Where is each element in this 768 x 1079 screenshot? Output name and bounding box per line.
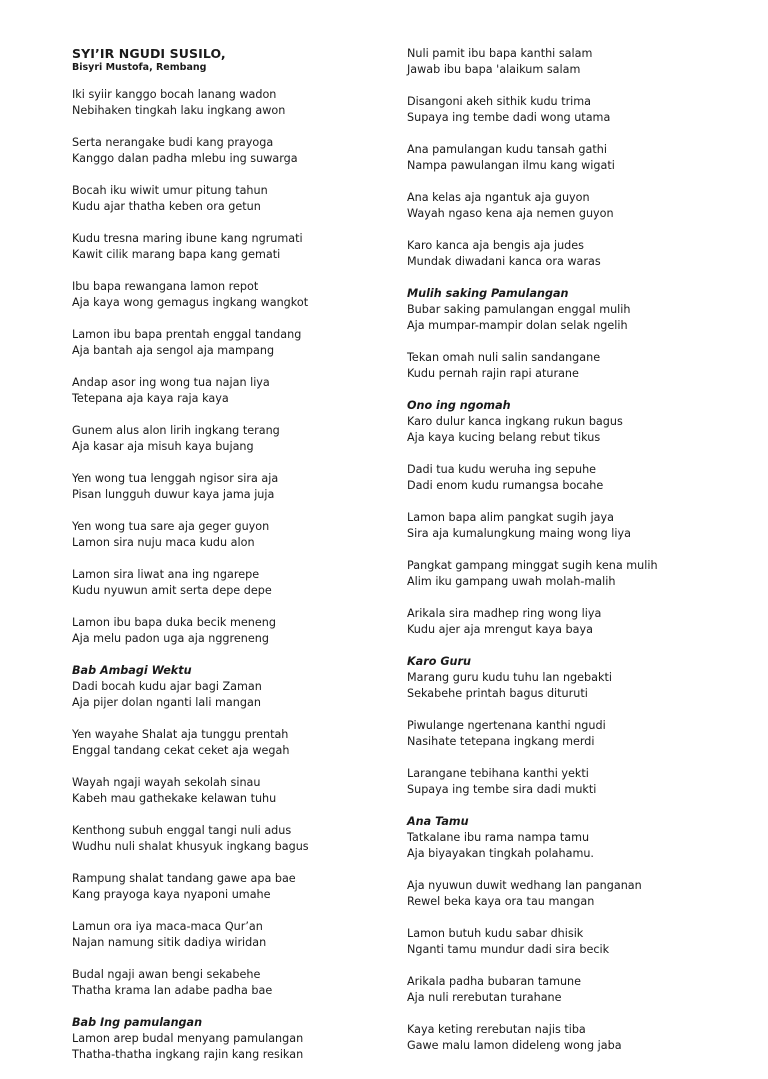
- verse-line: Kudu pernah rajin rapi aturane: [407, 367, 579, 380]
- stanza: [72, 231, 392, 263]
- verse-line: Pangkat gampang minggat sugih kena mulih: [407, 559, 658, 572]
- verse-line: Thatha krama lan adabe padha bae: [72, 984, 273, 997]
- verse-line: Supaya ing tembe dadi wong utama: [407, 111, 611, 124]
- right-column: [407, 46, 727, 1070]
- verse-line: Arikala padha bubaran tamune: [407, 975, 582, 988]
- verse-line: Iki syiir kanggo bocah lanang wadon: [72, 88, 277, 101]
- stanza: [72, 423, 392, 455]
- section-heading: Ana Tamu: [407, 815, 469, 828]
- verse-line: Aja bantah aja sengol aja mampang: [72, 344, 275, 357]
- verse-line: Disangoni akeh sithik kudu trima: [407, 95, 592, 108]
- section-heading: Karo Guru: [407, 655, 471, 668]
- verse-line: Kudu ajer aja mrengut kaya baya: [407, 623, 593, 636]
- verse-line: Nampa pawulangan ilmu kang wigati: [407, 159, 615, 172]
- verse-line: Kudu ajar thatha keben ora getun: [72, 200, 261, 213]
- stanza: [407, 46, 727, 78]
- stanza: [72, 567, 392, 599]
- verse-line: Rewel beka kaya ora tau mangan: [407, 895, 595, 908]
- verse-line: Kaya keting rerebutan najis tiba: [407, 1023, 586, 1036]
- section-heading: Ono ing ngomah: [407, 399, 511, 412]
- verse-line: Lamon bapa alim pangkat sugih jaya: [407, 511, 614, 524]
- verse-line: Lamun ora iya maca-maca Qur’an: [72, 920, 263, 933]
- verse-line: Tekan omah nuli salin sandangane: [407, 351, 601, 364]
- verse-line: Aja nuli rerebutan turahane: [407, 991, 562, 1004]
- section-heading: Mulih saking Pamulangan: [407, 287, 569, 300]
- verse-line: Lamon sira liwat ana ing ngarepe: [72, 568, 260, 581]
- verse-line: Andap asor ing wong tua najan liya: [72, 376, 270, 389]
- stanza: [72, 279, 392, 311]
- verse-line: Aja melu padon uga aja nggreneng: [72, 632, 269, 645]
- verse-line: Lamon butuh kudu sabar dhisik: [407, 927, 584, 940]
- left-column: [72, 46, 392, 1079]
- verse-line: Karo dulur kanca ingkang rukun bagus: [407, 415, 623, 428]
- verse-line: Serta nerangake budi kang prayoga: [72, 136, 274, 149]
- verse-line: Bocah iku wiwit umur pitung tahun: [72, 184, 268, 197]
- verse-line: Aja biyayakan tingkah polahamu.: [407, 847, 594, 860]
- stanza: [407, 606, 727, 638]
- verse-line: Aja kaya wong gemagus ingkang wangkot: [72, 296, 309, 309]
- stanza: [72, 871, 392, 903]
- verse-line: Ana pamulangan kudu tansah gathi: [407, 143, 607, 156]
- verse-line: Lamon ibu bapa duka becik meneng: [72, 616, 276, 629]
- verse-line: Nasihate tetepana ingkang merdi: [407, 735, 595, 748]
- verse-line: Aja nyuwun duwit wedhang lan panganan: [407, 879, 642, 892]
- verse-line: Ana kelas aja ngantuk aja guyon: [407, 191, 590, 204]
- verse-line: Alim iku gampang uwah molah-malih: [407, 575, 616, 588]
- verse-line: Enggal tandang cekat ceket aja wegah: [72, 744, 290, 757]
- stanza: [407, 142, 727, 174]
- verse-line: Tatkalane ibu rama nampa tamu: [407, 831, 590, 844]
- stanza: [72, 615, 392, 647]
- stanza: [72, 919, 392, 951]
- stanza: [72, 375, 392, 407]
- stanza: [407, 1022, 727, 1054]
- verse-line: Dadi enom kudu rumangsa bocahe: [407, 479, 604, 492]
- stanza: [407, 926, 727, 958]
- stanza: [407, 238, 727, 270]
- stanza: [72, 823, 392, 855]
- verse-line: Kudu nyuwun amit serta depe depe: [72, 584, 272, 597]
- verse-line: Nganti tamu mundur dadi sira becik: [407, 943, 610, 956]
- verse-line: Lamon arep budal menyang pamulangan: [72, 1032, 304, 1045]
- verse-line: Piwulange ngertenana kanthi ngudi: [407, 719, 606, 732]
- stanza: [72, 327, 392, 359]
- section-stanza: [407, 398, 727, 446]
- verse-line: Marang guru kudu tuhu lan ngebakti: [407, 671, 612, 684]
- verse-line: Gawe malu lamon dideleng wong jaba: [407, 1039, 622, 1052]
- verse-line: Supaya ing tembe sira dadi mukti: [407, 783, 597, 796]
- stanza: [72, 87, 392, 119]
- poem-title: SYI’IR NGUDI SUSILO,: [72, 46, 226, 61]
- verse-line: Nebihaken tingkah laku ingkang awon: [72, 104, 286, 117]
- verse-line: Yen wong tua sare aja geger guyon: [72, 520, 270, 533]
- stanza: [407, 94, 727, 126]
- stanza: [407, 766, 727, 798]
- section-stanza: [407, 654, 727, 702]
- verse-line: Dadi tua kudu weruha ing sepuhe: [407, 463, 597, 476]
- verse-line: Kawit cilik marang bapa kang gemati: [72, 248, 281, 261]
- section-stanza: [407, 286, 727, 334]
- stanza: [72, 519, 392, 551]
- verse-line: Wayah ngaso kena aja nemen guyon: [407, 207, 614, 220]
- verse-line: Yen wayahe Shalat aja tunggu prentah: [72, 728, 289, 741]
- stanza: [407, 510, 727, 542]
- stanza: [407, 974, 727, 1006]
- verse-line: Kenthong subuh enggal tangi nuli adus: [72, 824, 292, 837]
- verse-line: Lamon ibu bapa prentah enggal tandang: [72, 328, 302, 341]
- verse-line: Karo kanca aja bengis aja judes: [407, 239, 584, 252]
- verse-line: Arikala sira madhep ring wong liya: [407, 607, 602, 620]
- verse-line: Ibu bapa rewangana lamon repot: [72, 280, 259, 293]
- verse-line: Rampung shalat tandang gawe apa bae: [72, 872, 296, 885]
- verse-line: Aja kasar aja misuh kaya bujang: [72, 440, 254, 453]
- verse-line: Kanggo dalan padha mlebu ing suwarga: [72, 152, 298, 165]
- stanza: [407, 350, 727, 382]
- stanza: [72, 967, 392, 999]
- verse-line: Mundak diwadani kanca ora waras: [407, 255, 601, 268]
- verse-line: Budal ngaji awan bengi sekabehe: [72, 968, 261, 981]
- stanza: [72, 135, 392, 167]
- verse-line: Kang prayoga kaya nyaponi umahe: [72, 888, 271, 901]
- stanza: [407, 878, 727, 910]
- verse-line: Jawab ibu bapa 'alaikum salam: [407, 63, 581, 76]
- stanza: [72, 183, 392, 215]
- verse-line: Aja mumpar-mampir dolan selak ngelih: [407, 319, 628, 332]
- stanza: [407, 718, 727, 750]
- verse-line: Wudhu nuli shalat khusyuk ingkang bagus: [72, 840, 309, 853]
- verse-line: Aja kaya kucing belang rebut tikus: [407, 431, 601, 444]
- verse-line: Yen wong tua lenggah ngisor sira aja: [72, 472, 279, 485]
- section-stanza: [407, 814, 727, 862]
- section-heading: Bab Ing pamulangan: [72, 1016, 203, 1029]
- verse-line: Tetepana aja kaya raja kaya: [72, 392, 229, 405]
- verse-line: Najan namung sitik dadiya wiridan: [72, 936, 267, 949]
- verse-line: Wayah ngaji wayah sekolah sinau: [72, 776, 261, 789]
- verse-line: Pisan lungguh duwur kaya jama juja: [72, 488, 275, 501]
- section-stanza: [72, 1015, 392, 1063]
- verse-line: Kabeh mau gathekake kelawan tuhu: [72, 792, 277, 805]
- verse-line: Sekabehe printah bagus dituruti: [407, 687, 588, 700]
- verse-line: Kudu tresna maring ibune kang ngrumati: [72, 232, 303, 245]
- verse-line: Nuli pamit ibu bapa kanthi salam: [407, 47, 593, 60]
- stanza: [407, 190, 727, 222]
- poem-author: Bisyri Mustofa, Rembang: [72, 62, 207, 73]
- verse-line: Lamon sira nuju maca kudu alon: [72, 536, 255, 549]
- verse-line: Sira aja kumalungkung maing wong liya: [407, 527, 631, 540]
- stanza: [72, 775, 392, 807]
- verse-line: Dadi bocah kudu ajar bagi Zaman: [72, 680, 262, 693]
- verse-line: Bubar saking pamulangan enggal mulih: [407, 303, 631, 316]
- verse-line: Aja pijer dolan nganti lali mangan: [72, 696, 261, 709]
- stanza: [407, 462, 727, 494]
- stanza: [72, 727, 392, 759]
- verse-line: Thatha-thatha ingkang rajin kang resikan: [72, 1048, 304, 1061]
- stanza: [72, 471, 392, 503]
- verse-line: Gunem alus alon lirih ingkang terang: [72, 424, 280, 437]
- section-heading: Bab Ambagi Wektu: [72, 664, 192, 677]
- section-stanza: [72, 663, 392, 711]
- stanza: [407, 558, 727, 590]
- verse-line: Larangane tebihana kanthi yekti: [407, 767, 589, 780]
